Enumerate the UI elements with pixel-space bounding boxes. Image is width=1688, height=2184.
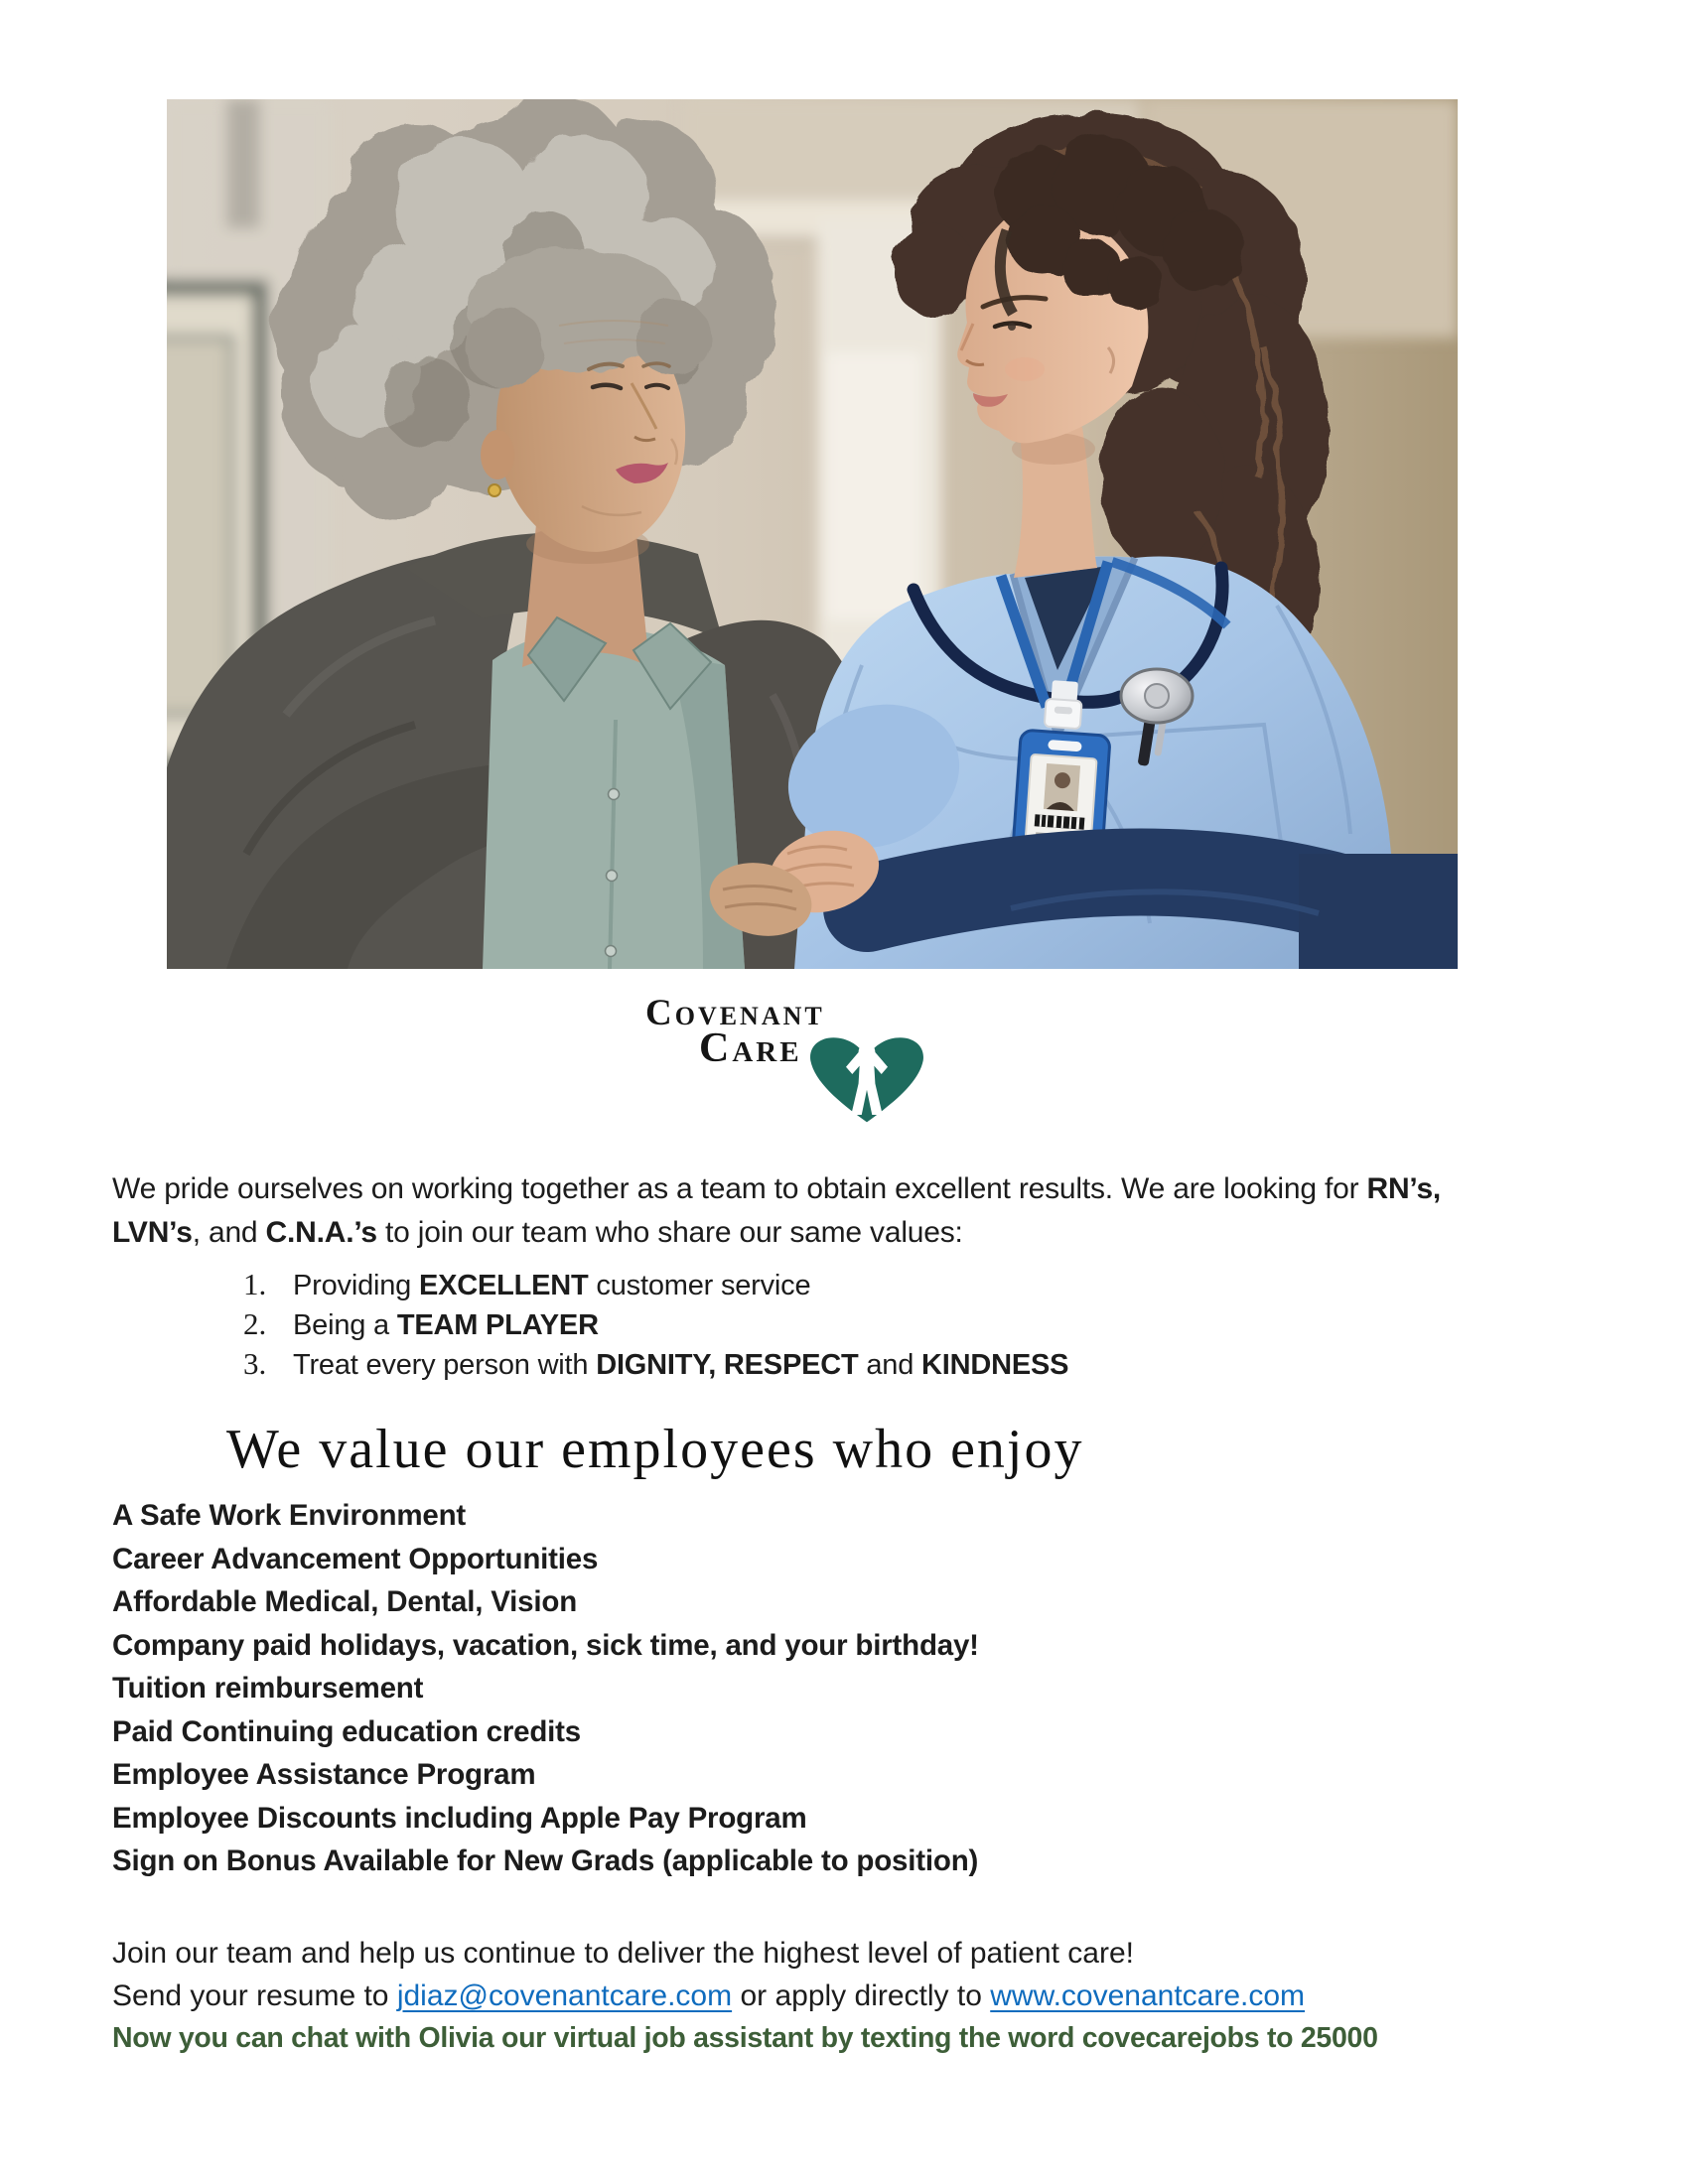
- logo-line-1: Covenant: [645, 993, 825, 1033]
- benefits-list: [112, 1494, 979, 1883]
- website-link[interactable]: www.covenantcare.com: [990, 1979, 1306, 2012]
- section-heading: We value our employees who enjoy: [226, 1419, 1084, 1480]
- benefit-item: Sign on Bonus Available for New Grads (applicable to position): [112, 1844, 979, 1877]
- closing-line-3: Now you can chat with Olivia our virtual job assistant by texting the word covecarejobs to 25000: [112, 2022, 1378, 2054]
- intro-line-1: We pride ourselves on working together as a team to obtain excellent results. We are looking for RN’s,: [112, 1172, 1442, 1205]
- benefit-item: Employee Discounts including Apple Pay Program: [112, 1801, 807, 1835]
- benefit-item: Employee Assistance Program: [112, 1758, 536, 1791]
- benefit-item: Career Advancement Opportunities: [112, 1542, 599, 1575]
- woman-shirt: [483, 627, 745, 969]
- list-number: 2.: [243, 1306, 267, 1341]
- benefit-item: Tuition reimbursement: [112, 1672, 424, 1705]
- list-number: 1.: [243, 1267, 267, 1301]
- closing-line-2: Send your resume to jdiaz@covenantcare.com or apply directly to www.covenantcare.com: [112, 1979, 1306, 2012]
- intro-line-2: LVN’s, and C.N.A.’s to join our team who share our same values:: [112, 1216, 963, 1249]
- logo-line-2: Care: [699, 1025, 802, 1071]
- closing-line-1: Join our team and help us continue to deliver the highest level of patient care!: [112, 1937, 1134, 1970]
- benefit-item: Paid Continuing education credits: [112, 1714, 581, 1748]
- intro-paragraph: [112, 1167, 1621, 1255]
- hero-photo: [167, 99, 1458, 969]
- benefit-item: Affordable Medical, Dental, Vision: [112, 1585, 578, 1618]
- values-item-1: 1. Providing EXCELLENT customer service: [243, 1267, 811, 1301]
- values-item-2: 2. Being a TEAM PLAYER: [243, 1306, 599, 1341]
- list-number: 3.: [243, 1346, 267, 1381]
- values-item-3: 3. Treat every person with DIGNITY, RESPECT and KINDNESS: [243, 1346, 1069, 1381]
- benefit-item: A Safe Work Environment: [112, 1499, 467, 1532]
- earring: [489, 484, 500, 496]
- values-list: [243, 1267, 1068, 1386]
- covenant-care-logo: [596, 993, 1013, 1142]
- email-link[interactable]: jdiaz@covenantcare.com: [396, 1979, 733, 2012]
- benefit-item: Company paid holidays, vacation, sick time, and your birthday!: [112, 1628, 979, 1662]
- heart-person-icon: [804, 1021, 929, 1126]
